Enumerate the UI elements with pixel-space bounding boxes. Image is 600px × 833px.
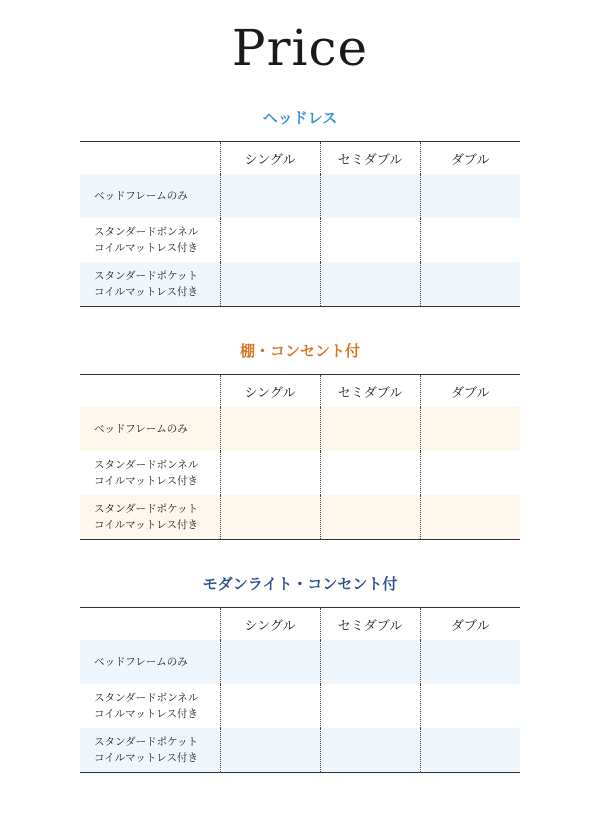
- row-label: スタンダードボンネル コイルマットレス付き: [94, 459, 199, 487]
- header-row: [80, 608, 520, 641]
- header-double: ダブル: [420, 608, 520, 641]
- row-label: スタンダードポケット コイルマットレス付き: [80, 262, 220, 307]
- row-label: スタンダードポケット コイルマットレス付き: [80, 728, 220, 773]
- price-cell: [320, 174, 420, 218]
- price-cell: [220, 218, 320, 262]
- price-cell: [420, 451, 520, 495]
- price-cell: [420, 407, 520, 451]
- price-cell: [320, 407, 420, 451]
- header-blank: [80, 375, 220, 408]
- section-modern-light-outlet: [80, 574, 520, 773]
- table-row: [80, 728, 520, 773]
- price-cell: [420, 495, 520, 540]
- header-semi-double: セミダブル: [320, 142, 420, 175]
- price-cell: [320, 684, 420, 728]
- row-label: スタンダードボンネル コイルマットレス付き: [94, 692, 199, 720]
- price-cell: [320, 495, 420, 540]
- header-double: ダブル: [420, 375, 520, 408]
- section-title: モダンライト・コンセント付: [202, 575, 398, 593]
- price-cell: [320, 728, 420, 773]
- header-double: ダブル: [420, 142, 520, 175]
- table-row: [80, 495, 520, 540]
- price-cell: [320, 218, 420, 262]
- section-title: 棚・コンセント付: [239, 342, 360, 360]
- section-shelf-outlet: [80, 341, 520, 540]
- table-row: [80, 407, 520, 451]
- row-label: ベッドフレームのみ: [80, 640, 220, 684]
- price-cell: [420, 174, 520, 218]
- section-headless: [80, 108, 520, 307]
- price-cell: [220, 407, 320, 451]
- price-cell: [220, 495, 320, 540]
- header-row: [80, 375, 520, 408]
- header-single: シングル: [220, 142, 320, 175]
- price-cell: [420, 684, 520, 728]
- table-row: [80, 451, 520, 495]
- price-cell: [420, 218, 520, 262]
- header-semi-double: セミダブル: [320, 375, 420, 408]
- price-cell: [220, 728, 320, 773]
- row-label: ベッドフレームのみ: [80, 174, 220, 218]
- price-cell: [220, 262, 320, 307]
- price-cell: [220, 174, 320, 218]
- price-table: [80, 141, 520, 307]
- row-label: スタンダードボンネル コイルマットレス付き: [94, 226, 199, 254]
- price-cell: [220, 640, 320, 684]
- table-row: [80, 174, 520, 218]
- table-row: [80, 262, 520, 307]
- price-table: [80, 374, 520, 540]
- price-cell: [220, 684, 320, 728]
- header-blank: [80, 608, 220, 641]
- price-table: [80, 607, 520, 773]
- price-cell: [420, 728, 520, 773]
- price-cell: [320, 451, 420, 495]
- price-cell: [320, 262, 420, 307]
- row-label: ベッドフレームのみ: [80, 407, 220, 451]
- table-row: [80, 684, 520, 728]
- section-title: ヘッドレス: [262, 109, 338, 127]
- row-label: スタンダードポケット コイルマットレス付き: [80, 495, 220, 540]
- header-semi-double: セミダブル: [320, 608, 420, 641]
- header-single: シングル: [220, 608, 320, 641]
- header-row: [80, 142, 520, 175]
- header-blank: [80, 142, 220, 175]
- page-title: Price: [231, 19, 369, 77]
- price-cell: [220, 451, 320, 495]
- table-row: [80, 218, 520, 262]
- price-cell: [420, 640, 520, 684]
- price-cell: [320, 640, 420, 684]
- header-single: シングル: [220, 375, 320, 408]
- price-cell: [420, 262, 520, 307]
- table-row: [80, 640, 520, 684]
